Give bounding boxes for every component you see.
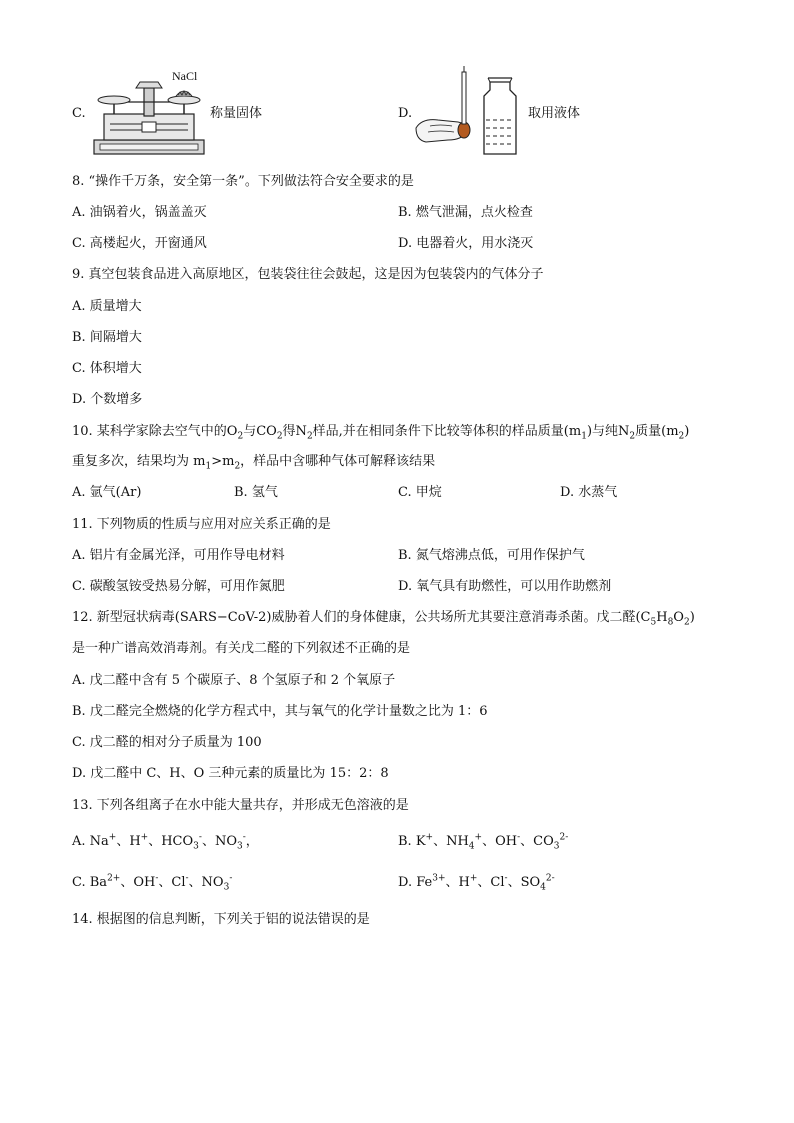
q13-ion: ， <box>245 834 259 849</box>
q13-sub: 4 <box>540 882 546 893</box>
q11-option-c: C. 碳酸氢铵受热易分解，可用作氮肥 <box>72 579 285 594</box>
q13-ion: D. Fe <box>398 875 433 890</box>
q10-text: ) <box>684 424 690 439</box>
q10-text: ，样品中含哪种气体可解释该结果 <box>240 454 436 469</box>
q10-text: 得N <box>282 424 307 439</box>
q13-ion: 、H <box>116 834 141 849</box>
q8-option-d: D. 电器着火，用水浇灭 <box>398 236 534 251</box>
q13-charge: - <box>517 832 521 843</box>
question-14-stem: 14. 根据图的信息判断，下列关于铝的说法错误的是 <box>72 912 370 927</box>
q13-ion: 、CO <box>520 834 554 849</box>
q13-ion: A. Na <box>72 834 109 849</box>
q8-option-a: A. 油锅着火，锅盖盖灭 <box>72 205 207 220</box>
q13-sub: 3 <box>553 841 560 852</box>
question-10-stem-line2 <box>72 454 435 470</box>
q13-charge: - <box>229 873 233 884</box>
q12-text: O <box>673 610 684 625</box>
q13-charge: + <box>469 873 478 884</box>
q12-option-c: C. 戊二醛的相对分子质量为 100 <box>72 735 262 750</box>
q12-text: H <box>656 610 668 625</box>
q12-option-d: D. 戊二醛中 C、H、O 三种元素的质量比为 15：2：8 <box>72 766 389 781</box>
option-c-label: C. <box>72 106 86 121</box>
q13-sub: 3 <box>193 841 199 852</box>
q13-charge: 2+ <box>107 873 121 884</box>
question-8-stem: 8. “操作千万条，安全第一条”。下列做法符合安全要求的是 <box>72 174 414 189</box>
q13-ion: 、NH <box>433 834 469 849</box>
q13-ion: 、OH <box>120 875 156 890</box>
q10-text: )与纯N <box>586 424 630 439</box>
q10-sub: 1 <box>205 461 212 472</box>
q13-ion: 、SO <box>507 875 541 890</box>
q13-charge: + <box>140 832 149 843</box>
q10-sub: 2 <box>234 461 241 472</box>
question-10-stem <box>72 424 689 440</box>
balance-figure <box>90 78 208 158</box>
q13-charge: - <box>198 832 202 843</box>
q10-text: 质量(m <box>635 424 679 439</box>
question-12-stem <box>72 610 695 626</box>
q10-sub: 2 <box>629 431 636 442</box>
q13-sub: 3 <box>237 841 243 852</box>
q10-sub: 2 <box>276 431 283 442</box>
q13-charge: + <box>108 832 117 843</box>
q12-sub: 5 <box>650 617 657 628</box>
q13-charge: + <box>425 832 434 843</box>
q13-sub: 4 <box>468 841 475 852</box>
q13-ion: 、NO <box>188 875 224 890</box>
q13-option-c <box>72 875 232 891</box>
question-12-stem-line2: 是一种广谱高效消毒剂。有关戊二醛的下列叙述不正确的是 <box>72 641 411 656</box>
q10-text: 与CO <box>243 424 277 439</box>
q10-option-a: A. 氩气(Ar) <box>72 485 142 500</box>
q13-option-d <box>398 875 555 891</box>
q13-ion: 、Cl <box>158 875 186 890</box>
q10-sub: 2 <box>237 431 244 442</box>
question-11-stem: 11. 下列物质的性质与应用对应关系正确的是 <box>72 517 331 532</box>
dropper-figure <box>412 68 524 158</box>
q10-text: >m <box>211 454 235 469</box>
q13-charge: 3+ <box>432 873 446 884</box>
q13-ion: C. Ba <box>72 875 108 890</box>
q13-option-a <box>72 834 259 850</box>
q12-sub: 2 <box>683 617 690 628</box>
q13-ion: 、OH <box>482 834 518 849</box>
q13-charge: 2- <box>559 832 569 843</box>
q10-text: 重复多次，结果均为 m <box>72 454 206 469</box>
q10-text: 10. 某科学家除去空气中的O <box>72 424 238 439</box>
q11-option-d: D. 氧气具有助燃性，可以用作助燃剂 <box>398 579 612 594</box>
q13-charge: - <box>242 832 246 843</box>
q9-option-d: D. 个数增多 <box>72 392 143 407</box>
q10-sub: 1 <box>581 431 587 442</box>
q12-text: 12. 新型冠状病毒(SARS−CoV-2)威胁着人们的身体健康，公共场所尤其要注意消毒杀菌。戊二醛(C <box>72 610 651 625</box>
question-9-stem: 9. 真空包装食品进入高原地区，包装袋往往会鼓起，这是因为包装袋内的气体分子 <box>72 267 544 282</box>
option-d-label: D. <box>398 106 413 121</box>
nacl-figure-label: NaCl <box>172 69 198 83</box>
q12-option-b: B. 戊二醛完全燃烧的化学方程式中，其与氧气的化学计量数之比为 1：6 <box>72 704 488 719</box>
q11-option-a: A. 铝片有金属光泽，可用作导电材料 <box>72 548 285 563</box>
q12-option-a: A. 戊二醛中含有 5 个碳原子、8 个氢原子和 2 个氧原子 <box>72 673 396 688</box>
q13-ion: 、H <box>445 875 470 890</box>
q13-charge: - <box>185 873 189 884</box>
q9-option-a: A. 质量增大 <box>72 299 142 314</box>
q13-charge: 2- <box>545 873 555 884</box>
question-13-stem: 13. 下列各组离子在水中能大量共存，并形成无色溶液的是 <box>72 798 409 813</box>
q10-sub: 2 <box>306 431 313 442</box>
q13-option-b <box>398 834 568 850</box>
q10-option-d: D. 水蒸气 <box>560 485 618 500</box>
q13-ion: 、Cl <box>477 875 505 890</box>
q13-ion: 、NO <box>201 834 237 849</box>
q13-charge: + <box>474 832 483 843</box>
q10-text: 样品,并在相同条件下比较等体积的样品质量(m <box>312 424 582 439</box>
q12-sub: 8 <box>667 617 674 628</box>
q12-text: ) <box>689 610 695 625</box>
q8-option-b: B. 燃气泄漏，点火检查 <box>398 205 533 220</box>
q10-option-b: B. 氢气 <box>234 485 278 500</box>
q9-option-b: B. 间隔增大 <box>72 330 142 345</box>
option-d-caption: 取用液体 <box>528 106 581 121</box>
q8-option-c: C. 高楼起火，开窗通风 <box>72 236 207 251</box>
q9-option-c: C. 体积增大 <box>72 361 142 376</box>
q13-charge: - <box>504 873 508 884</box>
option-c-caption: 称量固体 <box>210 106 263 121</box>
q13-charge: - <box>155 873 159 884</box>
q13-sub: 3 <box>223 882 230 893</box>
q11-option-b: B. 氮气熔沸点低，可用作保护气 <box>398 548 585 563</box>
q10-option-c: C. 甲烷 <box>398 485 442 500</box>
q13-ion: 、HCO <box>148 834 194 849</box>
q10-sub: 2 <box>678 431 685 442</box>
q13-ion: B. K <box>398 834 426 849</box>
